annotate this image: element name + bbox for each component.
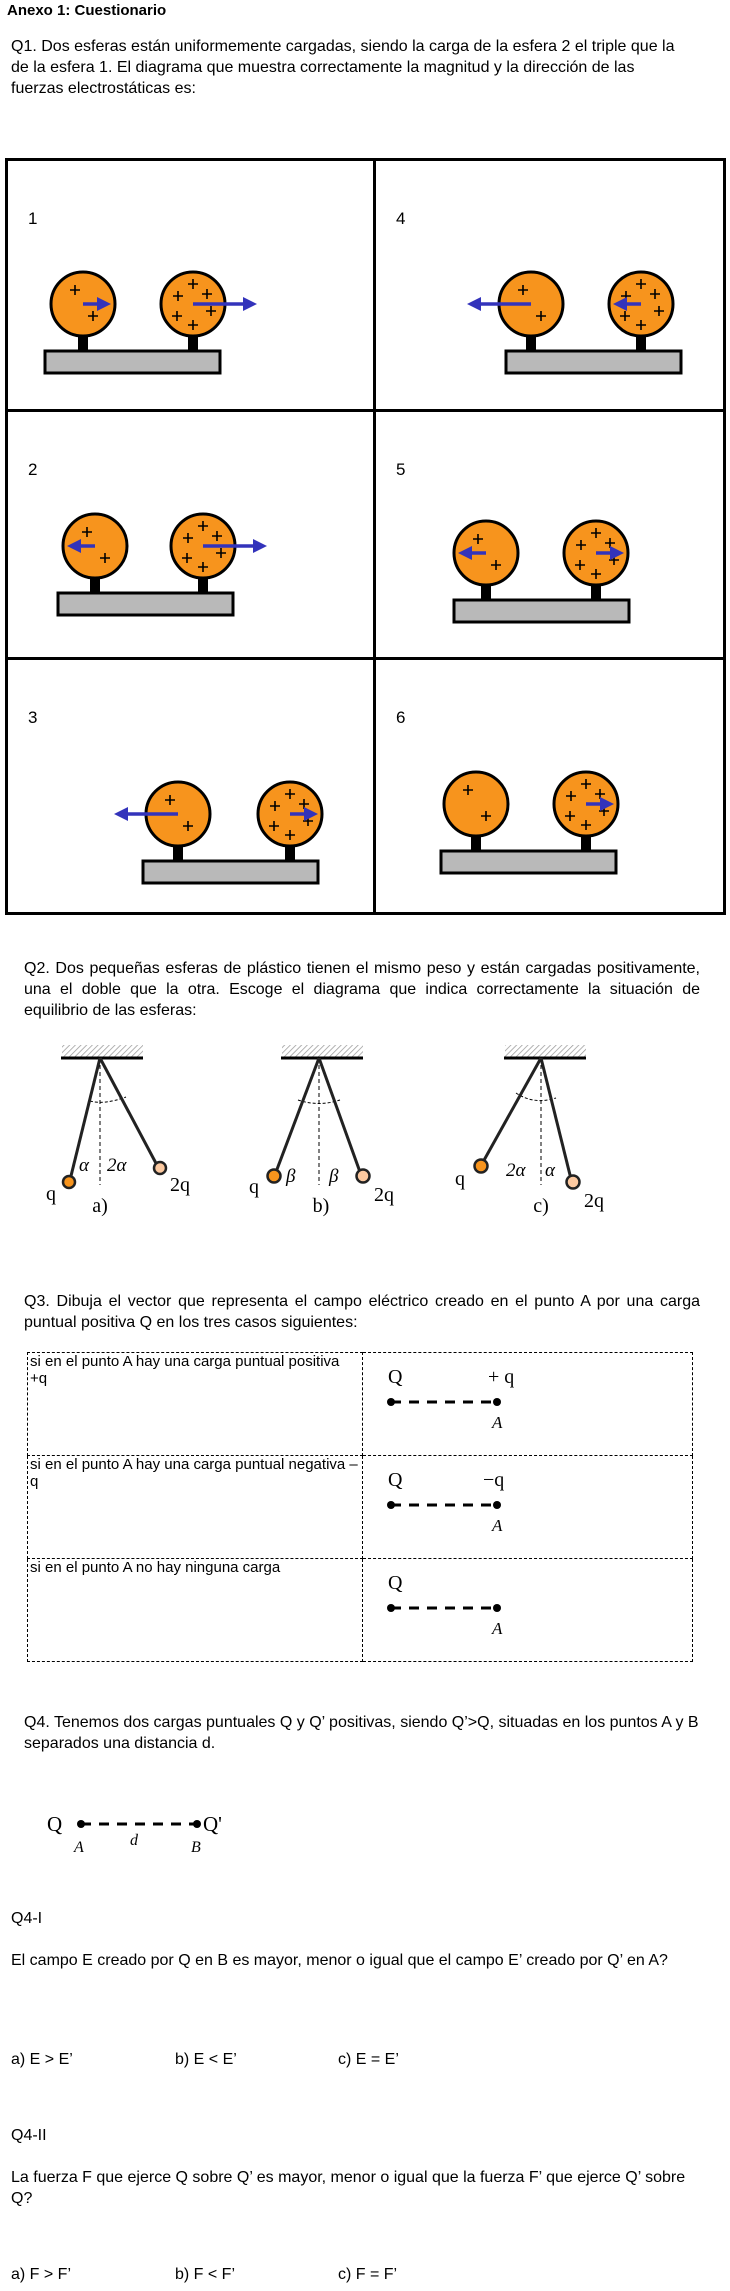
sphere-q (475, 1160, 488, 1173)
q3-text: Q3. Dibuja el vector que representa el campo eléctrico creado en el punto A por una carga puntual positiva Q en los tres casos siguientes: (24, 1293, 700, 1331)
option-number: 3 (28, 708, 38, 727)
pendulum-b[interactable] (249, 1045, 394, 1217)
q4-charges-diagram (40, 1805, 240, 1865)
spheres-diagram (376, 412, 723, 660)
sphere-q (63, 1176, 75, 1188)
arrow-head (467, 297, 481, 311)
q4-part1-option-c[interactable]: c) E = E’ (338, 2051, 399, 2068)
sphere-1 (444, 772, 508, 836)
q4-part1-label: Q4-I (11, 1910, 43, 1927)
q1-text: Q1. Dos esferas están uniformemente cargadas, siendo la carga de la esfera 2 el triple que la de la esfera 1. El diagrama que muestra correctamente la magnitud y la dirección de las fuerzas electrostáticas es: (11, 38, 675, 97)
case-cell (28, 1456, 363, 1559)
q4-part2-label: Q4-II (11, 2127, 47, 2144)
angle-left-label: β (286, 1166, 296, 1187)
string-right (100, 1058, 158, 1167)
q4-part2-option-b[interactable]: b) F < F’ (175, 2266, 236, 2283)
charge-q-prime-label: Q' (203, 1812, 222, 1836)
q4-text: Q4. Tenemos dos cargas puntuales Q y Q’ positivas, siendo Q’>Q, situadas en los puntos A y B separados una distancia d. (24, 1714, 699, 1752)
ceiling-hatch (62, 1045, 143, 1058)
q1-option-1[interactable] (8, 161, 376, 412)
point-b-label: B (191, 1839, 201, 1856)
charge-left-label: q (249, 1176, 259, 1198)
point-a-label: A (74, 1839, 84, 1856)
insulating-base (143, 861, 318, 883)
insulating-base (506, 351, 681, 373)
arrow-head (243, 297, 257, 311)
sphere-2q (154, 1162, 166, 1174)
spheres-diagram (8, 412, 376, 660)
test-charge-label: −q (483, 1469, 505, 1491)
spheres-diagram (376, 660, 723, 912)
q1-option-4[interactable] (376, 161, 723, 412)
source-charge-label: Q (388, 1469, 403, 1491)
ceiling-hatch (505, 1045, 586, 1058)
pendulum-c[interactable] (455, 1045, 604, 1217)
ceiling-hatch (282, 1045, 363, 1058)
charge-q-label: Q (47, 1812, 63, 1836)
q1-option-3[interactable] (8, 660, 376, 912)
q3-table (27, 1352, 693, 1662)
q1-option-2[interactable] (8, 412, 376, 660)
pendulum-a[interactable] (46, 1045, 190, 1217)
answer-cell[interactable] (363, 1559, 693, 1662)
insulating-base (454, 600, 629, 622)
table-row (28, 1353, 693, 1456)
case-cell (28, 1353, 363, 1456)
angle-right-label: 2α (107, 1155, 127, 1176)
charge-left-label: q (455, 1168, 465, 1190)
diagram-label: b) (312, 1195, 330, 1217)
case-text: si en el punto A hay una carga puntual negativa –q (30, 1456, 358, 1490)
test-charge-label: + q (488, 1366, 515, 1388)
q4-part1-option-b[interactable]: b) E < E’ (175, 2051, 237, 2068)
arrow-head (253, 539, 267, 553)
insulating-base (45, 351, 220, 373)
case-cell (28, 1559, 363, 1662)
q1-diagram-grid (5, 158, 726, 915)
sphere-2q (567, 1176, 580, 1189)
sphere-q (268, 1170, 281, 1183)
q1-option-5[interactable] (376, 412, 723, 660)
charge-right-label: 2q (374, 1184, 394, 1206)
spheres-diagram (8, 660, 376, 912)
option-number: 5 (396, 460, 406, 479)
q4-part1-option-a[interactable]: a) E > E’ (11, 2051, 73, 2068)
string-left (276, 1058, 319, 1172)
insulating-base (58, 593, 233, 615)
charge-left-label: q (46, 1183, 56, 1205)
arrow-head (114, 807, 128, 821)
table-row (28, 1559, 693, 1662)
q2-text: Q2. Dos pequeñas esferas de plástico tienen el mismo peso y están cargadas positivamente, una el doble que la otra. Escoge el diagrama que indica correctamente la situación de equilibrio de las esferas: (24, 960, 700, 1019)
sphere-2q (357, 1170, 370, 1183)
charge-diagram (363, 1353, 523, 1453)
option-number: 1 (28, 209, 38, 228)
option-number: 4 (396, 209, 406, 228)
q4-part1-text: El campo E creado por Q en B es mayor, menor o igual que el campo E’ creado por Q’ en A? (11, 1952, 668, 1969)
table-row (28, 1456, 693, 1559)
spheres-diagram (8, 161, 376, 412)
insulating-base (441, 851, 616, 873)
option-number: 2 (28, 460, 38, 479)
q2-pendulum-diagrams (0, 1035, 730, 1235)
q1-option-6[interactable] (376, 660, 723, 912)
q4-part2-option-c[interactable]: c) F = F’ (338, 2266, 398, 2283)
diagram-label: c) (533, 1195, 549, 1217)
diagram-label: a) (92, 1195, 108, 1217)
charge-diagram (363, 1456, 523, 1556)
case-text: si en el punto A hay una carga puntual positiva +q (30, 1353, 340, 1387)
sphere-body (444, 772, 508, 836)
q4-part2-text: La fuerza F que ejerce Q sobre Q’ es mayor, menor o igual que la fuerza F’ que ejerce Q’ sobre Q? (11, 2169, 686, 2207)
option-number: 6 (396, 708, 406, 727)
q4-part2-option-a[interactable]: a) F > F’ (11, 2266, 72, 2283)
point-a-label: A (492, 1619, 503, 1638)
answer-cell[interactable] (363, 1456, 693, 1559)
answer-cell[interactable] (363, 1353, 693, 1456)
page-title: Anexo 1: Cuestionario (7, 2, 167, 19)
charge-right-label: 2q (584, 1190, 604, 1212)
string-right (319, 1058, 360, 1172)
point-a-label: A (492, 1413, 503, 1432)
point-a-label: A (492, 1516, 503, 1535)
angle-left-label: 2α (506, 1160, 526, 1181)
string-left (483, 1058, 541, 1162)
source-charge-label: Q (388, 1572, 403, 1594)
source-charge-label: Q (388, 1366, 403, 1388)
spheres-diagram (376, 161, 723, 412)
case-text: si en el punto A no hay ninguna carga (30, 1559, 281, 1576)
angle-right-label: α (545, 1160, 555, 1181)
charge-right-label: 2q (170, 1174, 190, 1196)
angle-right-label: β (329, 1166, 339, 1187)
angle-left-label: α (79, 1155, 89, 1176)
distance-label: d (130, 1832, 138, 1849)
charge-diagram (363, 1559, 523, 1659)
